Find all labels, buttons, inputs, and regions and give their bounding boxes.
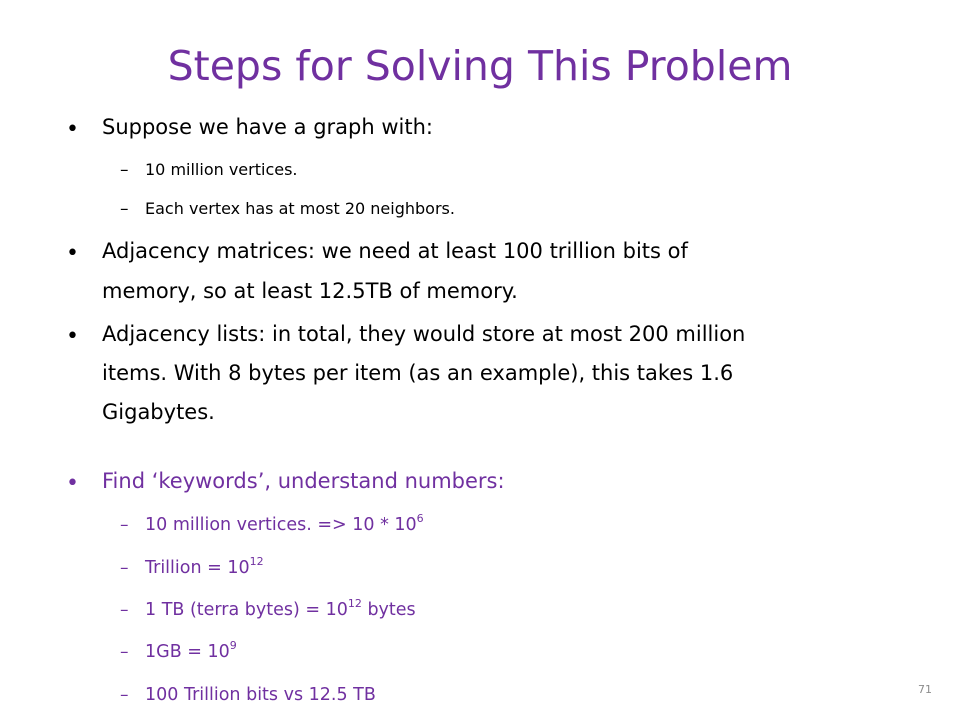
bullet-symbol: •	[66, 241, 79, 266]
dash-symbol: –	[120, 515, 129, 535]
bullet-symbol: •	[66, 117, 79, 142]
keyword-text	[145, 512, 424, 535]
dash-symbol: –	[120, 685, 129, 705]
bullet-text: items. With 8 bytes per item (as an example), this takes 1.6	[102, 361, 734, 385]
keyword-text	[145, 597, 416, 620]
keyword-text: 100 Trillion bits vs 12.5 TB	[145, 685, 376, 705]
dash-symbol: –	[120, 160, 129, 180]
bullet-text: Suppose we have a graph with:	[102, 115, 433, 139]
keyword-base: 10 million vertices. => 10 * 10	[145, 515, 417, 535]
keyword-exponent: 12	[347, 597, 362, 610]
keyword-text	[145, 639, 237, 662]
dash-symbol: –	[120, 600, 129, 620]
keyword-text	[145, 555, 264, 578]
keyword-base: Trillion = 10	[145, 558, 250, 578]
keyword-exponent: 9	[229, 639, 237, 652]
sub-item-text: 10 million vertices.	[145, 160, 298, 179]
keyword-exponent: 12	[249, 555, 264, 568]
keyword-suffix: bytes	[361, 600, 416, 620]
keyword-base: 1 TB (terra bytes) = 10	[145, 600, 348, 620]
bullet-text: Adjacency matrices: we need at least 100 trillion bits of	[102, 239, 688, 263]
keywords-heading: Find ‘keywords’, understand numbers:	[102, 469, 505, 493]
keyword-base: 1GB = 10	[145, 642, 230, 662]
dash-symbol: –	[120, 642, 129, 662]
bullet-symbol: •	[66, 471, 79, 496]
page-number: 71	[918, 683, 932, 696]
keyword-exponent: 6	[416, 512, 424, 525]
bullet-text: memory, so at least 12.5TB of memory.	[102, 279, 518, 303]
dash-symbol: –	[120, 199, 129, 219]
bullet-symbol: •	[66, 324, 79, 349]
bullet-text: Adjacency lists: in total, they would store at most 200 million	[102, 322, 746, 346]
dash-symbol: –	[120, 558, 129, 578]
slide-title: Steps for Solving This Problem	[167, 42, 793, 90]
sub-item-text: Each vertex has at most 20 neighbors.	[145, 199, 455, 218]
bullet-text: Gigabytes.	[102, 400, 215, 424]
